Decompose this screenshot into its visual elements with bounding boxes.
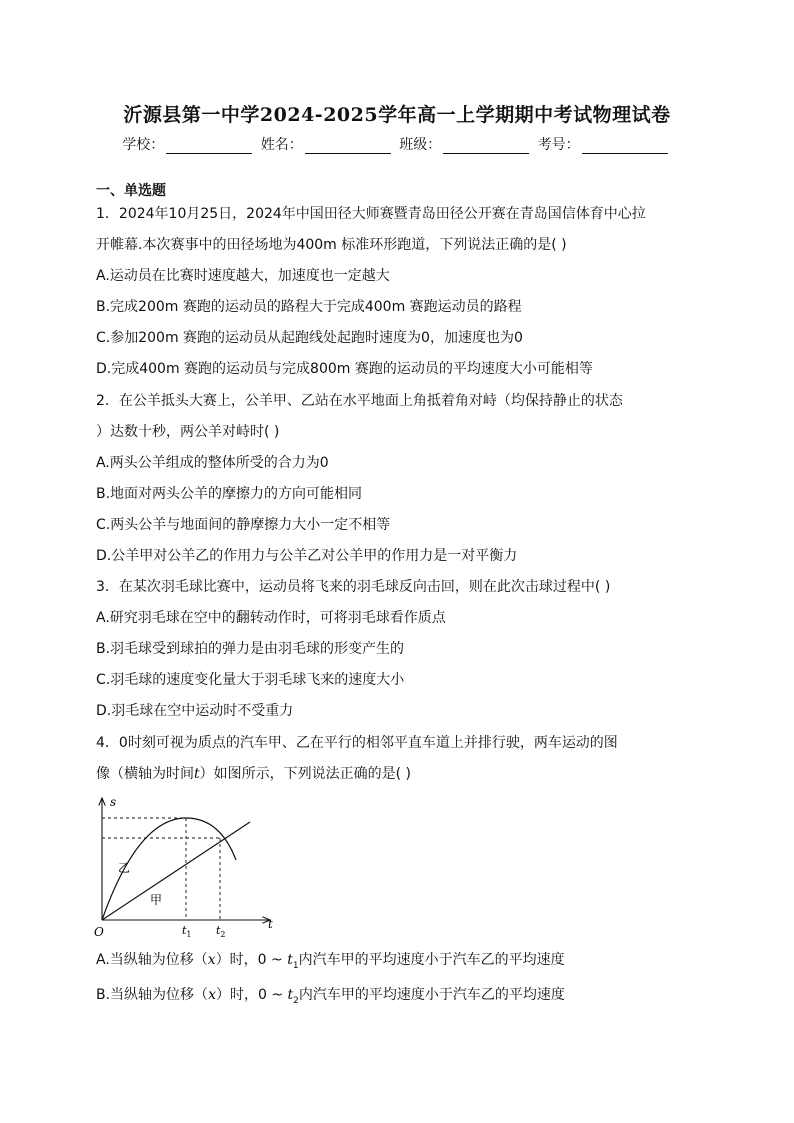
q4b-mid: ）时，0 ~: [215, 987, 288, 1003]
q4a-var: x: [207, 952, 216, 968]
question-2-option-d: D.公羊甲对公羊乙的作用力与公羊乙对公羊甲的作用力是一对平衡力: [96, 548, 518, 564]
t1-letter: t: [182, 924, 187, 937]
t2-letter: t: [216, 924, 221, 937]
question-3-option-c: C.羽毛球的速度变化量大于羽毛球飞来的速度大小: [96, 672, 405, 688]
question-2-text-cont: ）达数十秒，两公羊对峙时( ): [96, 424, 280, 440]
curve-yi-label: 乙: [118, 861, 131, 875]
t2-label: [216, 924, 226, 939]
name-blank[interactable]: [305, 139, 391, 154]
question-2-text: 2．在公羊抵头大赛上，公羊甲、乙站在水平地面上角抵着角对峙（均保持静止的状态: [96, 393, 623, 409]
question-3-option-a: A.研究羽毛球在空中的翻转动作时，可将羽毛球看作质点: [96, 610, 446, 626]
class-label: 班级：: [399, 137, 442, 153]
question-2-option-c: C.两头公羊与地面间的静摩擦力大小一定不相等: [96, 517, 391, 533]
question-2-option-b: B.地面对两头公羊的摩擦力的方向可能相同: [96, 486, 363, 502]
exam-title: 沂源县第一中学2024-2025学年高一上学期期中考试物理试卷: [123, 104, 671, 126]
origin-label: O: [94, 925, 104, 939]
school-blank[interactable]: [166, 139, 252, 154]
question-4-text-cont: [96, 765, 411, 783]
question-2-option-a: A.两头公羊组成的整体所受的合力为0: [96, 455, 329, 471]
number-blank[interactable]: [582, 139, 668, 154]
number-label: 考号：: [537, 137, 580, 153]
q4b-pre: B.当纵轴为位移（: [96, 987, 209, 1003]
q4a-sub: 1: [292, 960, 299, 971]
t2-subscript: 2: [220, 930, 226, 939]
question-1-option-c: C.参加200m 赛跑的运动员从起跑线处起跑时速度为0，加速度也为0: [96, 330, 523, 346]
question-4-text-cont-a: 像（横轴为时间: [96, 766, 194, 782]
t1-subscript: 1: [186, 930, 192, 939]
q4b-post: 内汽车甲的平均速度小于汽车乙的平均速度: [298, 987, 565, 1003]
question-1-text-cont: 开帷幕.本次赛事中的田径场地为400m 标准环形跑道，下列说法正确的是( ): [96, 237, 567, 253]
question-4-text: 4．0时刻可视为质点的汽车甲、乙在平行的相邻平直车道上并排行驶，两车运动的图: [96, 735, 618, 751]
question-1-option-a: A.运动员在比赛时速度越大，加速度也一定越大: [96, 268, 390, 284]
question-3-option-d: D.羽毛球在空中运动时不受重力: [96, 703, 294, 719]
question-4-option-a: [96, 951, 565, 975]
t1-label: [182, 924, 192, 939]
q4a-pre: A.当纵轴为位移（: [96, 952, 208, 968]
question-3-option-b: B.羽毛球受到球拍的弹力是由羽毛球的形变产生的: [96, 641, 405, 657]
q4a-mid: ）时，0 ~: [215, 952, 288, 968]
variable-t: t: [194, 766, 200, 782]
question-4-text-cont-b: ）如图所示，下列说法正确的是( ): [199, 766, 412, 782]
q4a-t: t: [287, 952, 293, 968]
question-1-option-d: D.完成400m 赛跑的运动员与完成800m 赛跑的运动员的平均速度大小可能相等: [96, 361, 593, 377]
name-label: 姓名：: [260, 137, 303, 153]
question-4-option-b: [96, 986, 565, 1010]
section-single-choice: 一、单选题: [96, 183, 166, 199]
line-jia-label: 甲: [150, 893, 163, 907]
q4b-t: t: [287, 987, 294, 1003]
class-blank[interactable]: [443, 139, 529, 154]
q4b-sub: 2: [293, 995, 299, 1006]
question-3-text: 3．在某次羽毛球比赛中，运动员将飞来的羽毛球反向击回，则在此次击球过程中( ): [96, 579, 611, 595]
q4b-var: x: [208, 987, 216, 1003]
x-axis-label: t: [268, 917, 273, 931]
school-label: 学校：: [122, 137, 165, 153]
q4a-post: 内汽车甲的平均速度小于汽车乙的平均速度: [298, 952, 565, 968]
question-1-option-b: B.完成200m 赛跑的运动员的路程大于完成400m 赛跑运动员的路程: [96, 299, 522, 315]
motion-graph: [90, 792, 290, 942]
y-axis-label: s: [110, 795, 117, 809]
question-1-text: 1．2024年10月25日，2024年中国田径大师赛暨青岛田径公开赛在青岛国信体育中心拉: [96, 206, 646, 222]
student-info-row: [0, 134, 794, 154]
